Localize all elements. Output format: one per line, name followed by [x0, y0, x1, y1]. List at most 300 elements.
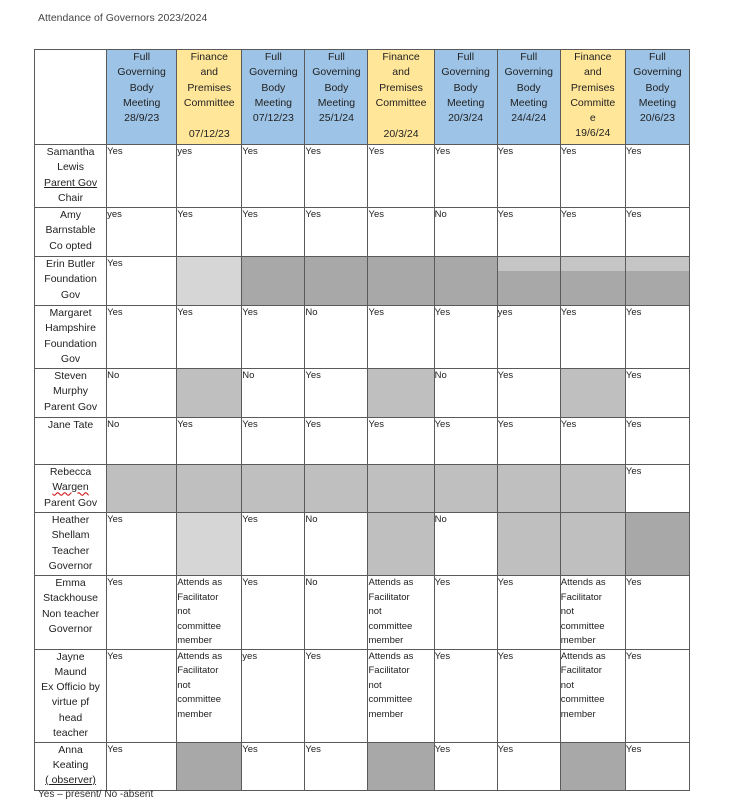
- governor-name-line: Shellam: [51, 529, 90, 542]
- governor-name: [35, 257, 107, 306]
- shade-band: [626, 257, 689, 271]
- attendance-cell: [497, 576, 560, 650]
- attendance-cell: [560, 649, 625, 742]
- governor-name: [35, 465, 107, 513]
- attendance-cell: [625, 145, 689, 208]
- attendance-cell: [177, 369, 242, 418]
- meeting-header-line: Body: [645, 81, 670, 94]
- attendance-cell: [497, 742, 560, 790]
- governor-name-line: Steven: [54, 370, 87, 382]
- attendance-value: Yes: [625, 650, 642, 662]
- shade-band: [498, 257, 560, 271]
- meeting-header-line: Committee: [183, 96, 235, 109]
- attendance-value: Facilitator: [177, 665, 219, 676]
- attendance-value: yes: [107, 209, 122, 220]
- attendance-value: Attends as: [560, 650, 606, 662]
- governor-name-line: Governor: [48, 622, 93, 635]
- attendance-value: Yes: [560, 419, 577, 430]
- attendance-value: Yes: [625, 577, 642, 588]
- attendance-value: Facilitator: [368, 665, 410, 676]
- attendance-value: Facilitator: [560, 591, 602, 603]
- meeting-header-line: 28/9/23: [124, 112, 160, 125]
- governor-name-line: Teacher: [51, 544, 90, 557]
- attendance-cell: [560, 208, 625, 257]
- meeting-header-line: 19/6/24: [575, 127, 611, 140]
- attendance-value: not: [177, 606, 191, 617]
- attendance-value: yes: [497, 307, 513, 318]
- attendance-value: Yes: [434, 146, 451, 157]
- attendance-cell: [305, 418, 368, 465]
- meeting-header-line: Governing: [441, 66, 490, 79]
- attendance-cell: [368, 513, 434, 576]
- governor-name-line: ( observer): [45, 774, 96, 787]
- meeting-header-line: 24/4/24: [511, 112, 547, 125]
- attendance-value: Facilitator: [177, 591, 219, 603]
- attendance-value: No: [242, 370, 255, 381]
- governor-row: [35, 649, 690, 742]
- governor-name-line: Anna: [58, 743, 83, 756]
- attendance-value: Attends as: [177, 577, 223, 588]
- meeting-header-line: Governing: [117, 66, 166, 79]
- governor-row: [35, 418, 690, 465]
- attendance-value: No: [107, 419, 120, 430]
- governor-name-line: Gov: [60, 352, 81, 365]
- attendance-value: member: [368, 708, 404, 720]
- attendance-value: Yes: [560, 307, 577, 318]
- attendance-cell: [177, 513, 242, 576]
- attendance-cell: [434, 513, 497, 576]
- attendance-cell: [560, 513, 625, 576]
- governor-name-line: Non teacher: [41, 607, 100, 620]
- meeting-date: 07/12/23: [188, 127, 230, 140]
- attendance-value: Yes: [625, 466, 642, 477]
- attendance-cell: [434, 208, 497, 257]
- attendance-value: Attends as: [560, 577, 606, 588]
- governor-name-line: Jane Tate: [47, 419, 94, 431]
- governor-row: [35, 208, 690, 257]
- governor-name-line: Lewis: [57, 161, 84, 174]
- attendance-cell: [625, 369, 689, 418]
- governor-row: [35, 306, 690, 369]
- meeting-header-3: [242, 50, 305, 145]
- meeting-header-line: Premises: [187, 81, 232, 94]
- governor-name-line: Murphy: [53, 385, 89, 398]
- attendance-cell: [560, 465, 625, 513]
- meeting-header-line: Body: [261, 81, 286, 94]
- attendance-cell: [434, 576, 497, 650]
- meeting-header-line: Meeting: [638, 96, 677, 109]
- attendance-cell: [560, 145, 625, 208]
- meeting-header-line: 20/6/23: [639, 112, 675, 125]
- attendance-cell: [560, 576, 625, 650]
- attendance-value: Yes: [107, 146, 123, 157]
- attendance-value: Yes: [305, 743, 321, 755]
- governor-name: [35, 649, 107, 742]
- attendance-value: Yes: [434, 743, 451, 755]
- attendance-value: member: [177, 635, 213, 646]
- attendance-cell: [177, 649, 242, 742]
- attendance-cell: [107, 465, 177, 513]
- attendance-cell: [368, 576, 434, 650]
- attendance-value: Yes: [434, 577, 451, 588]
- attendance-cell: [560, 742, 625, 790]
- attendance-table: [34, 49, 690, 791]
- attendance-cell: [625, 576, 689, 650]
- attendance-cell: [177, 576, 242, 650]
- attendance-value: not: [560, 679, 574, 691]
- attendance-value: Yes: [368, 419, 384, 430]
- attendance-value: Yes: [625, 743, 642, 755]
- attendance-value: not: [177, 679, 191, 691]
- attendance-cell: [368, 742, 434, 790]
- attendance-value: member: [560, 635, 596, 646]
- attendance-cell: [560, 418, 625, 465]
- governor-name-line: Wargen: [52, 481, 89, 494]
- attendance-cell: [625, 513, 689, 576]
- attendance-cell: [107, 576, 177, 650]
- attendance-cell: [242, 576, 305, 650]
- governor-name-line: Co opted: [49, 239, 92, 252]
- attendance-value: No: [305, 514, 318, 525]
- governor-row: [35, 576, 690, 650]
- governor-row: [35, 513, 690, 576]
- meeting-header-line: Full: [648, 51, 666, 63]
- attendance-value: No: [434, 370, 447, 381]
- attendance-value: committee: [560, 620, 605, 632]
- attendance-cell: [305, 465, 368, 513]
- attendance-value: Yes: [434, 419, 451, 430]
- attendance-cell: [625, 306, 689, 369]
- governor-name-line: Erin Butler: [46, 258, 96, 270]
- governor-row: [35, 145, 690, 208]
- meeting-header-line: Committe: [570, 96, 616, 109]
- governor-name-line: Margaret: [49, 307, 92, 319]
- meeting-header-line: Governing: [312, 66, 361, 79]
- governor-name-line: teacher: [53, 726, 89, 739]
- attendance-value: not: [368, 606, 382, 617]
- meeting-header-line: Governing: [504, 66, 553, 79]
- meeting-date: 20/3/24: [383, 127, 419, 140]
- attendance-cell: [497, 145, 560, 208]
- attendance-cell: [368, 145, 434, 208]
- attendance-cell: [368, 306, 434, 369]
- attendance-value: Facilitator: [560, 665, 602, 676]
- governor-row: [35, 742, 690, 790]
- attendance-cell: [242, 418, 305, 465]
- attendance-cell: [242, 145, 305, 208]
- governor-name-line: Parent Gov: [43, 496, 98, 509]
- meeting-header-line: and: [584, 66, 602, 79]
- meeting-header-line: Full: [457, 51, 475, 63]
- attendance-cell: [625, 649, 689, 742]
- attendance-cell: [434, 306, 497, 369]
- attendance-cell: [560, 257, 625, 306]
- meeting-header-line: 25/1/24: [318, 112, 354, 125]
- attendance-value: Yes: [305, 650, 321, 662]
- legend-note: Yes – present/ No -absent: [38, 789, 154, 800]
- attendance-cell: [107, 208, 177, 257]
- attendance-cell: [177, 418, 242, 465]
- attendance-value: Yes: [434, 307, 451, 318]
- attendance-value: Yes: [242, 514, 258, 525]
- shade-band: [561, 257, 625, 271]
- attendance-value: No: [107, 370, 120, 381]
- meeting-header-line: Full: [264, 51, 282, 63]
- attendance-value: Attends as: [368, 650, 414, 662]
- attendance-value: No: [305, 307, 318, 318]
- governor-name: [35, 513, 107, 576]
- attendance-cell: [177, 145, 242, 208]
- attendance-cell: [107, 513, 177, 576]
- attendance-value: Yes: [242, 209, 258, 220]
- attendance-cell: [560, 306, 625, 369]
- attendance-cell: [434, 465, 497, 513]
- attendance-cell: [434, 369, 497, 418]
- meeting-header-line: Finance: [574, 51, 612, 63]
- attendance-cell: [497, 257, 560, 306]
- governor-name: [35, 418, 107, 465]
- meeting-header-line: Premises: [570, 81, 615, 94]
- attendance-cell: [497, 465, 560, 513]
- attendance-value: Yes: [497, 146, 514, 157]
- governor-name-line: Foundation: [44, 337, 97, 350]
- attendance-value: Yes: [497, 370, 514, 381]
- governor-name: [35, 306, 107, 369]
- attendance-value: Yes: [242, 146, 258, 157]
- attendance-cell: [625, 465, 689, 513]
- attendance-cell: [625, 418, 689, 465]
- meeting-header-line: 20/3/24: [448, 112, 484, 125]
- attendance-cell: [107, 369, 177, 418]
- attendance-cell: [242, 513, 305, 576]
- governor-name-line: Ex Officio by: [41, 681, 100, 694]
- attendance-cell: [497, 513, 560, 576]
- attendance-value: Yes: [560, 209, 577, 220]
- attendance-cell: [497, 306, 560, 369]
- governor-name-line: Heather: [51, 514, 90, 526]
- meeting-header-line: Meeting: [254, 96, 293, 109]
- attendance-cell: [177, 742, 242, 790]
- meeting-header-line: Full: [520, 51, 538, 63]
- attendance-value: Yes: [107, 650, 123, 662]
- attendance-cell: [625, 257, 689, 306]
- attendance-value: not: [560, 606, 574, 617]
- governor-name-line: Barnstable: [45, 224, 96, 237]
- governor-name-line: Emma: [55, 577, 86, 589]
- meeting-header-line: 07/12/23: [252, 112, 294, 125]
- attendance-cell: [107, 257, 177, 306]
- attendance-value: member: [368, 635, 404, 646]
- meeting-header-line: Meeting: [446, 96, 485, 109]
- governor-name-line: Stackhouse: [43, 592, 98, 605]
- attendance-cell: [368, 649, 434, 742]
- governor-row: [35, 369, 690, 418]
- attendance-cell: [305, 742, 368, 790]
- attendance-cell: [107, 742, 177, 790]
- meeting-header-line: Committee: [375, 96, 427, 109]
- governor-name-line: Gov: [60, 288, 81, 301]
- header-row: [35, 50, 690, 145]
- attendance-value: Yes: [305, 146, 321, 157]
- attendance-cell: [434, 742, 497, 790]
- attendance-value: Attends as: [368, 577, 414, 588]
- meeting-header-line: Body: [129, 81, 154, 94]
- meeting-header-line: Finance: [382, 51, 420, 63]
- governor-name: [35, 145, 107, 208]
- meeting-header-line: Meeting: [122, 96, 161, 109]
- governor-name-line: Chair: [58, 191, 84, 204]
- attendance-value: committee: [560, 694, 605, 705]
- meeting-header-line: e: [589, 112, 596, 125]
- attendance-cell: [434, 145, 497, 208]
- governor-name-line: Jayne: [56, 650, 85, 663]
- attendance-value: Yes: [242, 307, 258, 318]
- meeting-header-2: [177, 50, 242, 145]
- attendance-value: Yes: [107, 514, 123, 525]
- attendance-cell: [305, 513, 368, 576]
- meeting-header-line: Governing: [249, 66, 298, 79]
- meeting-header-line: Full: [327, 51, 345, 63]
- governor-name-line: head: [58, 711, 83, 724]
- attendance-cell: [305, 649, 368, 742]
- attendance-cell: [305, 208, 368, 257]
- attendance-value: Yes: [434, 650, 451, 662]
- attendance-value: Yes: [242, 419, 258, 430]
- meeting-header-line: Body: [324, 81, 349, 94]
- attendance-cell: [625, 208, 689, 257]
- attendance-value: No: [434, 514, 447, 525]
- meeting-header-6: [434, 50, 497, 145]
- attendance-value: Yes: [625, 419, 642, 430]
- governor-row: [35, 257, 690, 306]
- attendance-value: Yes: [497, 209, 514, 220]
- attendance-cell: [242, 369, 305, 418]
- attendance-value: Yes: [368, 307, 384, 318]
- attendance-value: Yes: [368, 209, 384, 220]
- attendance-value: yes: [177, 146, 192, 157]
- governor-name-line: Rebecca: [49, 466, 92, 478]
- attendance-value: member: [177, 708, 213, 720]
- attendance-cell: [560, 369, 625, 418]
- attendance-value: Yes: [107, 307, 123, 318]
- attendance-cell: [177, 306, 242, 369]
- governor-name: [35, 742, 107, 790]
- governor-name-line: Keating: [52, 758, 89, 771]
- document-title: Attendance of Governors 2023/2024: [38, 12, 208, 24]
- governor-name-line: Hampshire: [45, 322, 96, 335]
- attendance-value: Yes: [497, 577, 514, 588]
- attendance-cell: [177, 257, 242, 306]
- attendance-value: Yes: [242, 577, 258, 588]
- meeting-header-8: [560, 50, 625, 145]
- attendance-cell: [177, 208, 242, 257]
- meeting-header-line: Body: [453, 81, 478, 94]
- attendance-cell: [368, 208, 434, 257]
- attendance-cell: [305, 145, 368, 208]
- attendance-value: Yes: [497, 650, 514, 662]
- attendance-cell: [497, 369, 560, 418]
- attendance-value: Yes: [305, 419, 321, 430]
- attendance-cell: [434, 649, 497, 742]
- attendance-cell: [497, 418, 560, 465]
- meeting-header-line: Body: [516, 81, 541, 94]
- meeting-header-line: Governing: [633, 66, 682, 79]
- attendance-value: not: [368, 679, 382, 691]
- attendance-cell: [497, 649, 560, 742]
- meeting-header-7: [497, 50, 560, 145]
- attendance-cell: [177, 465, 242, 513]
- attendance-cell: [305, 257, 368, 306]
- attendance-value: member: [560, 708, 596, 720]
- attendance-value: committee: [177, 620, 222, 632]
- attendance-cell: [368, 257, 434, 306]
- attendance-cell: [305, 576, 368, 650]
- attendance-cell: [242, 465, 305, 513]
- meeting-header-line: and: [392, 66, 410, 79]
- governor-name-line: Governor: [48, 559, 93, 572]
- attendance-cell: [368, 369, 434, 418]
- attendance-value: Yes: [368, 146, 384, 157]
- governor-name-line: Parent Gov: [43, 400, 98, 413]
- governor-name: [35, 208, 107, 257]
- attendance-value: Yes: [177, 307, 193, 318]
- meeting-header-1: [107, 50, 177, 145]
- meeting-header-4: [305, 50, 368, 145]
- governor-name-line: Samantha: [46, 146, 95, 158]
- attendance-cell: [242, 742, 305, 790]
- meeting-header-line: and: [200, 66, 219, 79]
- attendance-cell: [242, 649, 305, 742]
- attendance-value: Yes: [107, 258, 123, 269]
- meeting-header-line: Finance: [190, 51, 228, 63]
- attendance-value: Yes: [625, 209, 642, 220]
- attendance-value: No: [434, 209, 447, 220]
- attendance-cell: [242, 257, 305, 306]
- attendance-value: Yes: [625, 307, 642, 318]
- meeting-header-line: Premises: [379, 81, 423, 94]
- attendance-cell: [107, 145, 177, 208]
- attendance-value: Yes: [177, 419, 193, 430]
- attendance-cell: [242, 306, 305, 369]
- attendance-value: Attends as: [177, 650, 223, 662]
- attendance-value: Yes: [625, 146, 642, 157]
- attendance-value: Yes: [305, 370, 321, 381]
- attendance-value: Yes: [560, 146, 577, 157]
- attendance-cell: [368, 418, 434, 465]
- corner-cell: [35, 50, 107, 145]
- attendance-value: committee: [368, 620, 413, 632]
- attendance-cell: [107, 418, 177, 465]
- attendance-cell: [368, 465, 434, 513]
- governor-name-line: Parent Gov: [43, 176, 98, 189]
- governor-name-line: Maund: [54, 665, 87, 678]
- attendance-value: Facilitator: [368, 591, 410, 603]
- attendance-cell: [497, 208, 560, 257]
- governor-name-line: Foundation: [44, 273, 97, 286]
- governor-name: [35, 369, 107, 418]
- meeting-header-line: Full: [133, 51, 151, 63]
- attendance-value: Yes: [305, 209, 321, 220]
- attendance-cell: [625, 742, 689, 790]
- attendance-cell: [434, 418, 497, 465]
- attendance-value: committee: [177, 694, 222, 705]
- governor-name-line: virtue pf: [51, 696, 90, 709]
- attendance-cell: [305, 369, 368, 418]
- meeting-header-9: [625, 50, 689, 145]
- attendance-cell: [107, 649, 177, 742]
- attendance-value: Yes: [497, 419, 514, 430]
- meeting-header-5: [368, 50, 434, 145]
